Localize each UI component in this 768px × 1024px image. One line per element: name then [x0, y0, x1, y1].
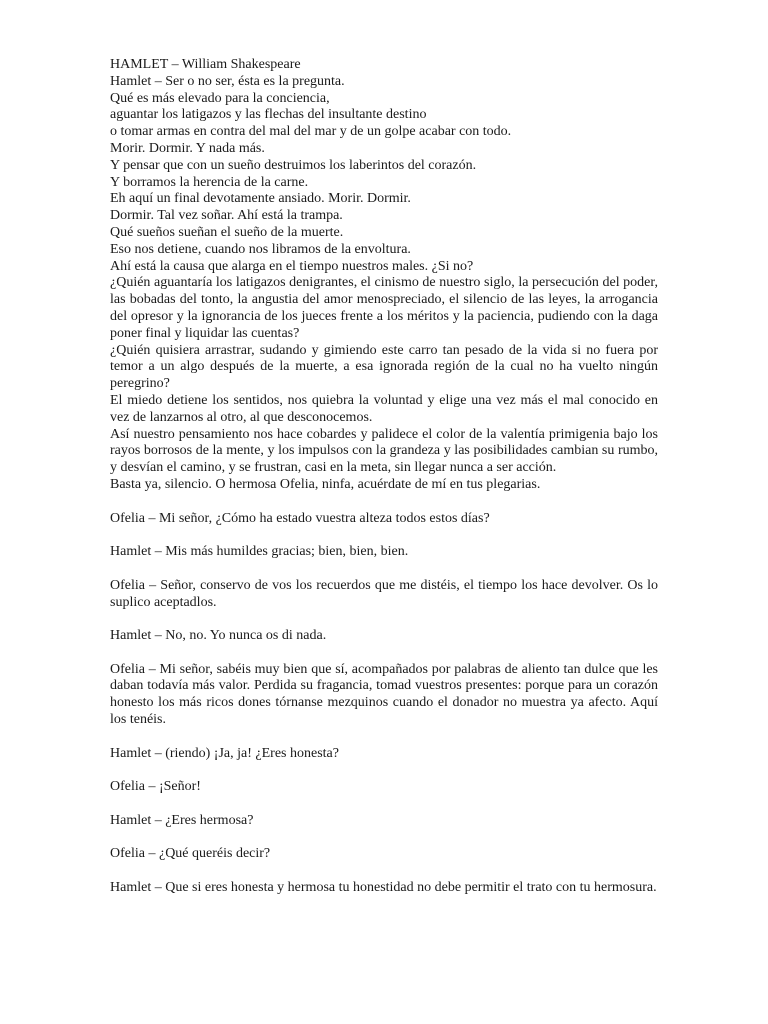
monologue-paragraph: ¿Quién aguantaría los latigazos denigrantes, el cinismo de nuestro siglo, la persecución del poder, las bobadas del tonto, la angustia del amor menospreciado, el silencio de las leyes, la arrogancia del opresor y la ignorancia de los jueces frente a los méritos y la paciencia, pudiendo con la daga poner final y liquidar las cuentas? [110, 275, 658, 341]
dialogue-line-hamlet: Hamlet – Mis más humildes gracias; bien, bien, bien. [110, 544, 409, 560]
monologue-line: Eso nos detiene, cuando nos libramos de la envoltura. [110, 241, 411, 257]
monologue-paragraph: ¿Quién quisiera arrastrar, sudando y gimiendo este carro tan pesado de la vida si no fuera por temor a un algo después de la muerte, a esa ignorada región de la cual no ha vuelto ningún peregrino? [110, 342, 658, 392]
dialogue-line-ofelia: Ofelia – ¡Señor! [110, 779, 201, 795]
monologue-line: Y borramos la herencia de la carne. [110, 174, 309, 190]
dialogue-line-ofelia: Ofelia – Señor, conservo de vos los recuerdos que me distéis, el tiempo los hace devolver. Os lo suplico aceptadlos. [110, 577, 658, 610]
document-title: HAMLET – William Shakespeare [110, 57, 301, 72]
hamlet-monologue [110, 74, 658, 494]
monologue-line: Morir. Dormir. Y nada más. [110, 140, 265, 156]
dialogue-line-ofelia: Ofelia – ¿Qué queréis decir? [110, 846, 271, 862]
monologue-paragraph: Basta ya, silencio. O hermosa Ofelia, ninfa, acuérdate de mí en tus plegarias. [110, 476, 541, 492]
dialogue-line-ofelia: Ofelia – Mi señor, sabéis muy bien que sí, acompañados por palabras de aliento tan dulce que les daban todavía más valor. Perdida su fragancia, tomad vuestros presentes: porque para un corazón honesto los más ricos dones tórnanse mezquinos cuando el donador no muestra ya afecto. Aquí los tenéis. [110, 661, 658, 728]
monologue-paragraph: El miedo detiene los sentidos, nos quiebra la voluntad y elige una vez más el mal conocido en vez de lanzarnos al otro, al que desconocemos. [110, 392, 658, 425]
monologue-line: Qué sueños sueñan el sueño de la muerte. [110, 224, 344, 240]
monologue-line: Y pensar que con un sueño destruimos los laberintos del corazón. [110, 157, 477, 173]
dialogue-line-ofelia: Ofelia – Mi señor, ¿Cómo ha estado vuestra alteza todos estos días? [110, 510, 490, 526]
dialogue-line-hamlet: Hamlet – ¿Eres hermosa? [110, 812, 254, 828]
monologue-line: Eh aquí un final devotamente ansiado. Morir. Dormir. [110, 191, 411, 207]
monologue-line: o tomar armas en contra del mal del mar y de un golpe acabar con todo. [110, 124, 512, 140]
dialogue-line-hamlet: Hamlet – Que si eres honesta y hermosa tu honestidad no debe permitir el trato con tu hermosura. [110, 880, 657, 896]
monologue-line: aguantar los latigazos y las flechas del insultante destino [110, 107, 427, 123]
monologue-line: Hamlet – Ser o no ser, ésta es la pregunta. [110, 73, 345, 89]
dialogue-line-hamlet: Hamlet – No, no. Yo nunca os di nada. [110, 628, 327, 644]
monologue-paragraph: Así nuestro pensamiento nos hace cobardes y palidece el color de la valentía primigenia bajo los rayos borrosos de la mente, y los impulsos con la grandeza y las posibilidades cambian su rumbo, y desvían el camino, y se frustran, casi en la meta, sin llegar nunca a ser acción. [110, 426, 658, 476]
monologue-line: Qué es más elevado para la conciencia, [110, 90, 330, 106]
monologue-line: Ahí está la causa que alarga en el tiempo nuestros males. ¿Si no? [110, 258, 474, 274]
dialogue-line-hamlet: Hamlet – (riendo) ¡Ja, ja! ¿Eres honesta? [110, 745, 339, 761]
monologue-line: Dormir. Tal vez soñar. Ahí está la trampa. [110, 208, 343, 224]
